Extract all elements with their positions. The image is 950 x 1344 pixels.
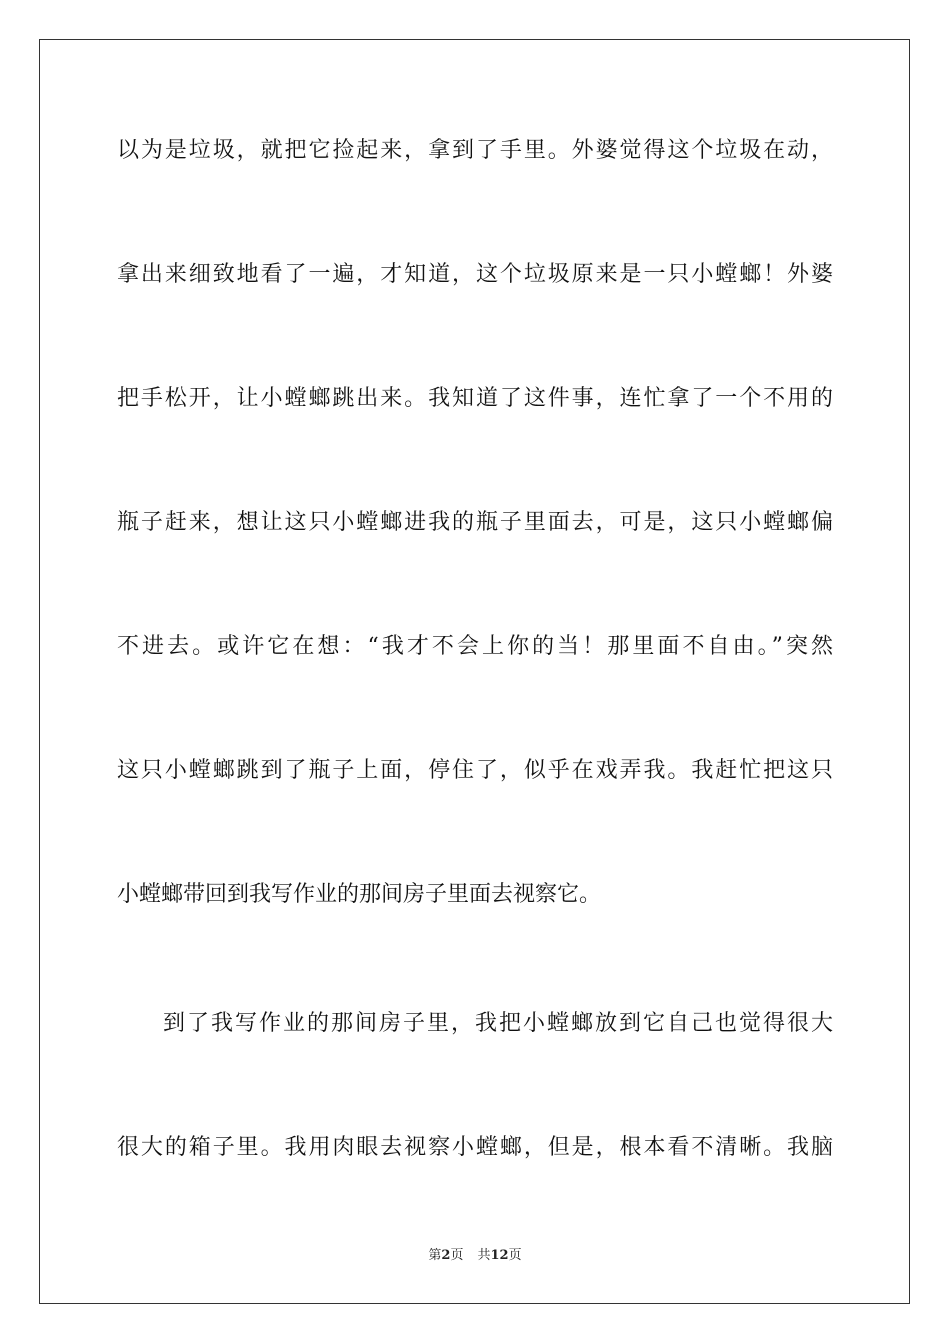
body-text-line: 拿出来细致地看了一遍，才知道，这个垃圾原来是一只小螳螂！外婆 [117, 262, 833, 287]
total-label-prefix: 共 [477, 1248, 491, 1263]
body-text-line: 不进去。或许它在想：“我才不会上你的当！那里面不自由。”突然 [117, 634, 833, 659]
total-label-suffix: 页 [508, 1248, 522, 1263]
body-text-line: 瓶子赶来，想让这只小螳螂进我的瓶子里面去，可是，这只小螳螂偏 [117, 510, 833, 535]
page-number: 2 [441, 1248, 451, 1263]
body-text-line: 以为是垃圾，就把它捡起来，拿到了手里。外婆觉得这个垃圾在动， [117, 138, 833, 163]
body-text-line: 把手松开，让小螳螂跳出来。我知道了这件事，连忙拿了一个不用的 [117, 386, 833, 411]
page-label-prefix: 第 [428, 1248, 442, 1263]
body-text-line: 很大的箱子里。我用肉眼去视察小螳螂，但是，根本看不清晰。我脑 [117, 1135, 833, 1160]
total-pages: 12 [490, 1248, 509, 1263]
page-label-suffix: 页 [450, 1248, 464, 1263]
paragraph-first-line: 到了我写作业的那间房子里，我把小螳螂放到它自己也觉得很大 [163, 1011, 833, 1036]
body-text-line: 这只小螳螂跳到了瓶子上面，停住了，似乎在戏弄我。我赶忙把这只 [117, 758, 833, 783]
page-border [39, 39, 910, 1304]
body-text-line: 小螳螂带回到我写作业的那间房子里面去视察它。 [117, 882, 602, 907]
page-footer [0, 1248, 950, 1264]
